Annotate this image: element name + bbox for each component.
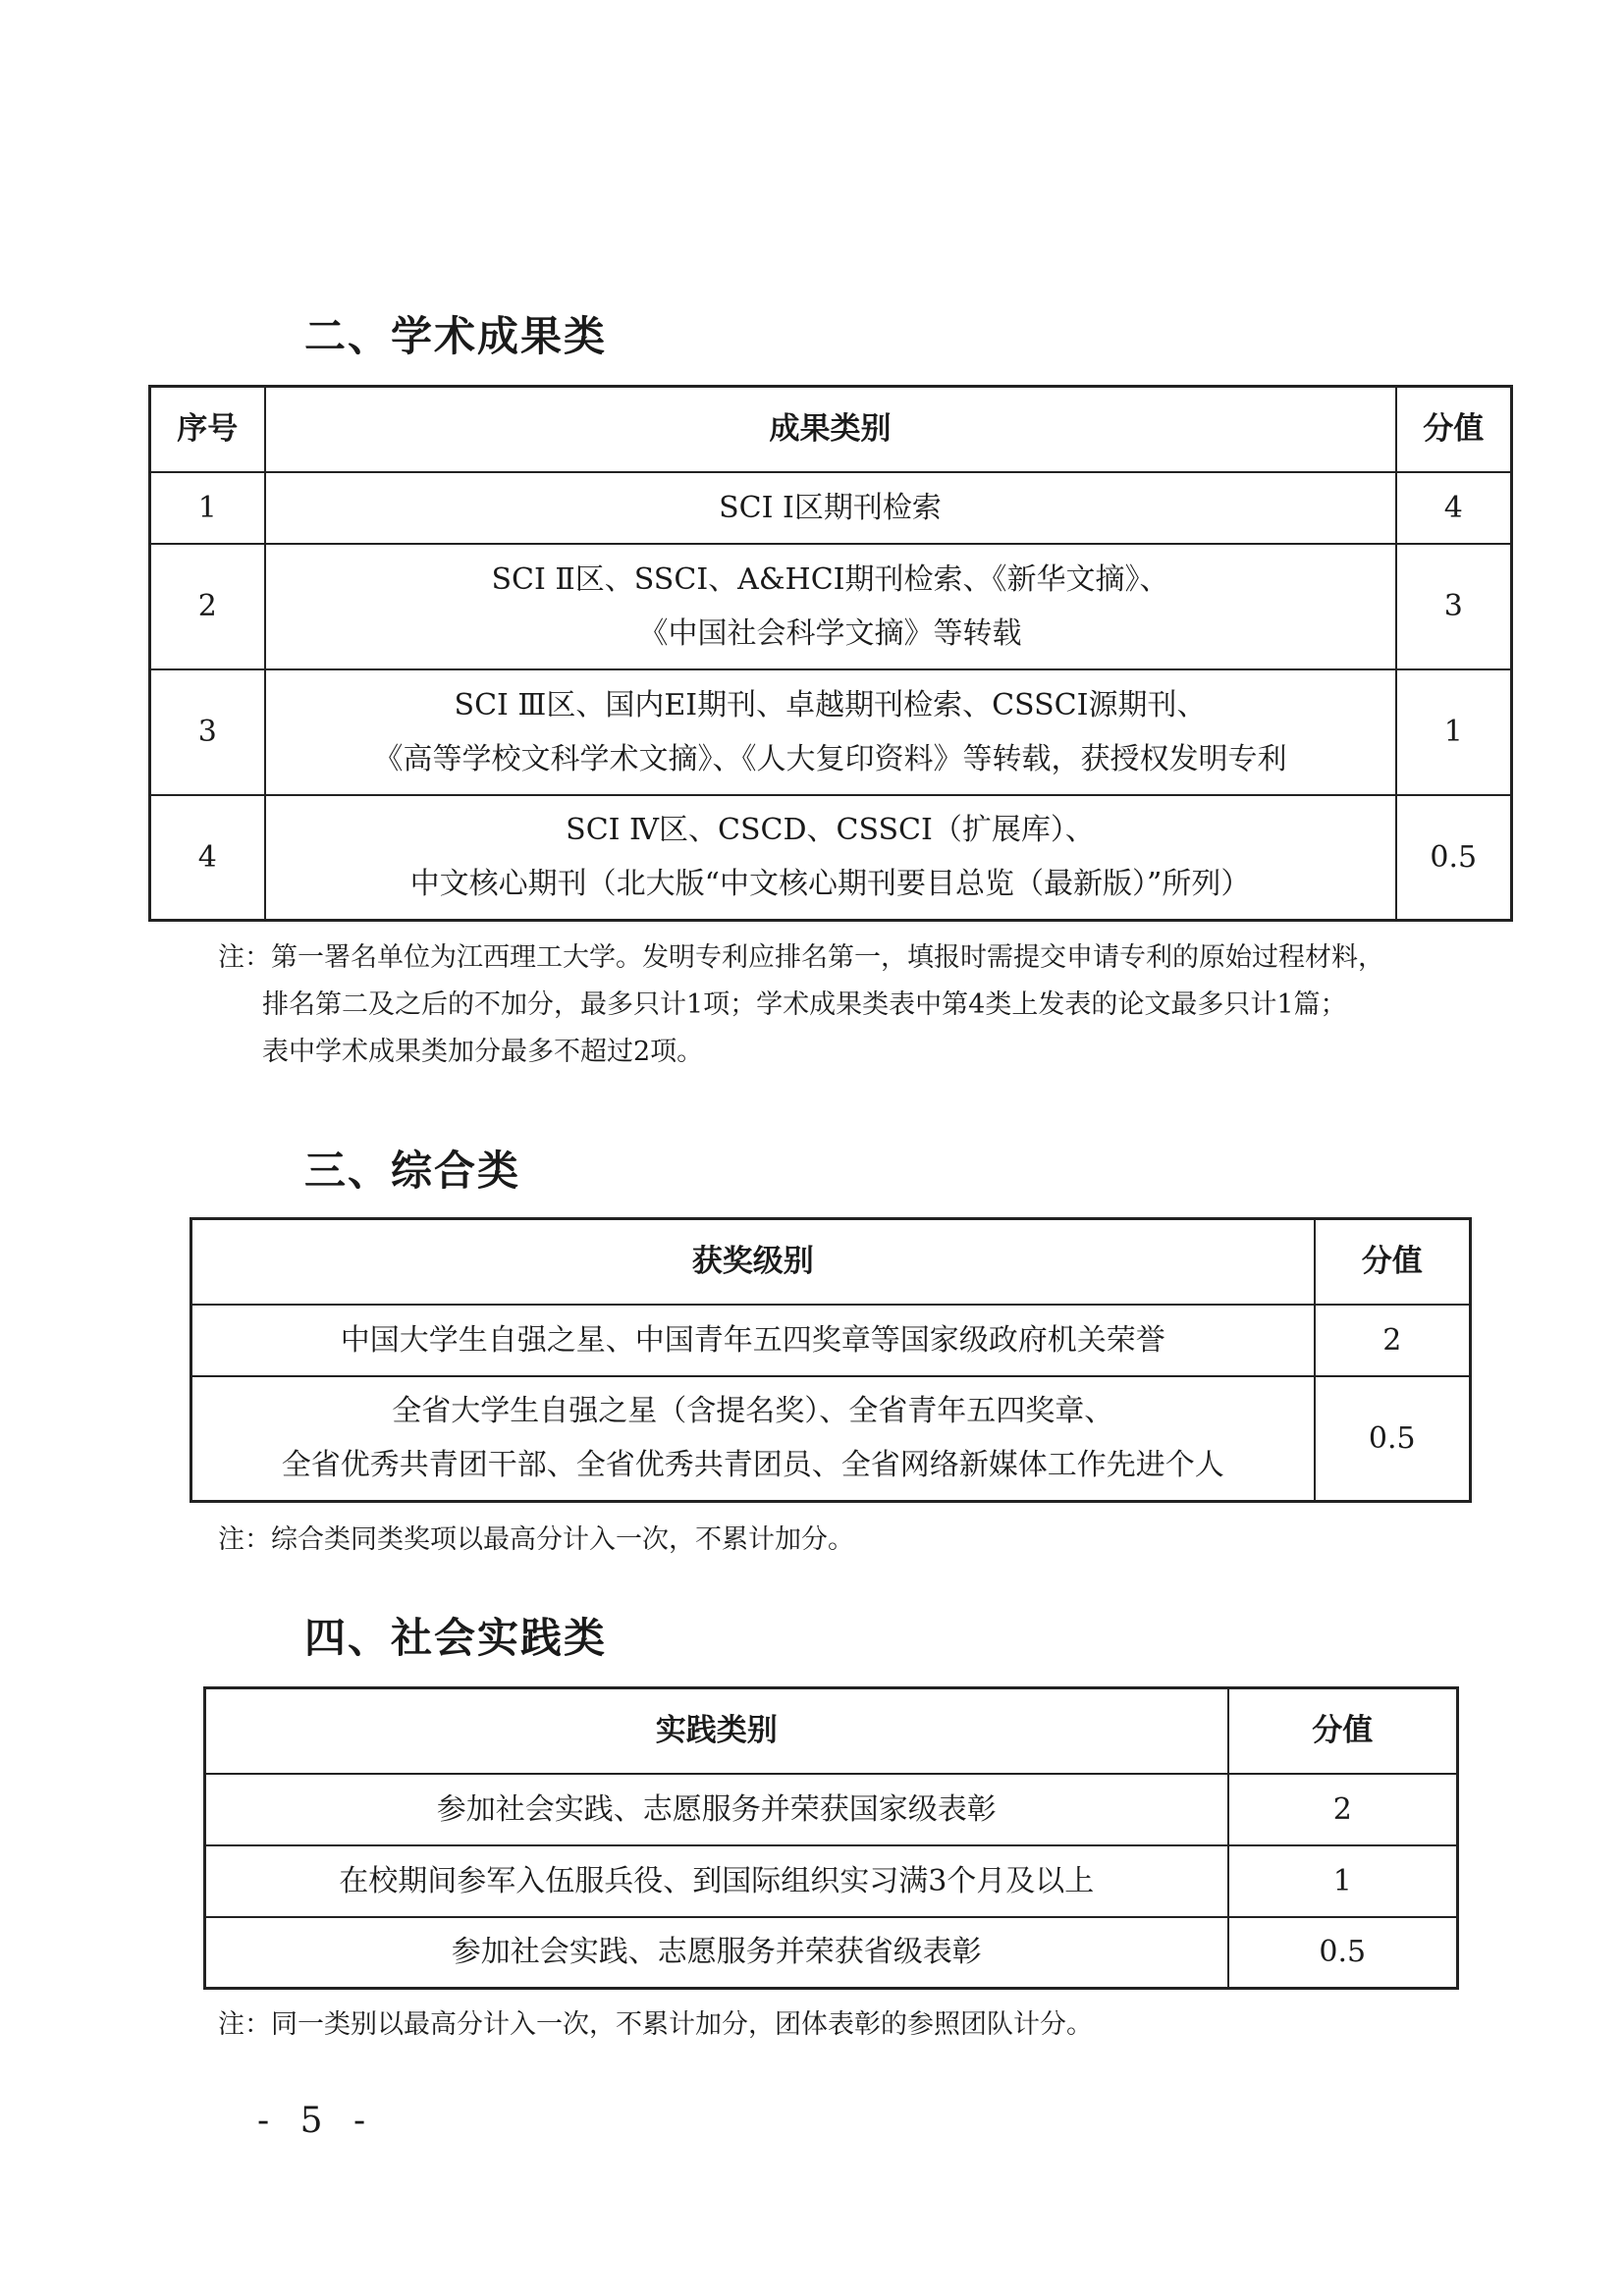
row-practice: 在校期间参军入伍服兵役、到国际组织实习满3个月及以上 xyxy=(205,1845,1228,1917)
row-no: 1 xyxy=(150,472,265,544)
header-score: 分值 xyxy=(1396,387,1512,472)
row-score: 1 xyxy=(1228,1845,1458,1917)
comprehensive-note: 注：综合类同类奖项以最高分计入一次，不累计加分。 xyxy=(218,1524,854,1555)
table-header-row xyxy=(150,387,1512,472)
row-category: SCI Ⅳ区、CSCD、CSSCI（扩展库）、 中文核心期刊（北大版“中文核心期刊要目总览（最新版）”所列） xyxy=(265,795,1396,921)
header-practice-category: 实践类别 xyxy=(205,1688,1228,1774)
row-no: 2 xyxy=(150,544,265,669)
row-practice: 参加社会实践、志愿服务并荣获省级表彰 xyxy=(205,1917,1228,1989)
table-row xyxy=(150,472,1512,544)
header-no: 序号 xyxy=(150,387,265,472)
practice-note: 注：同一类别以最高分计入一次，不累计加分，团体表彰的参照团队计分。 xyxy=(218,2009,1093,2040)
academic-table xyxy=(148,385,1513,922)
academic-note xyxy=(218,934,1524,1076)
row-category: SCI Ⅰ区期刊检索 xyxy=(265,472,1396,544)
header-score: 分值 xyxy=(1315,1219,1471,1305)
row-score: 3 xyxy=(1396,544,1512,669)
note-line: 表中学术成果类加分最多不超过2项。 xyxy=(262,1037,704,1067)
table-header-row xyxy=(205,1688,1458,1774)
section-title-practice: 四、社会实践类 xyxy=(304,1614,608,1662)
row-score: 0.5 xyxy=(1228,1917,1458,1989)
table-row xyxy=(150,669,1512,795)
row-score: 0.5 xyxy=(1315,1376,1471,1502)
row-category: SCI Ⅲ区、国内EI期刊、卓越期刊检索、CSSCI源期刊、 《高等学校文科学术文摘》、《人大复印资料》等转载，获授权发明专利 xyxy=(265,669,1396,795)
note-line: 注：第一署名单位为江西理工大学。发明专利应排名第一，填报时需提交申请专利的原始过程材料， xyxy=(218,942,1384,973)
table-row xyxy=(205,1845,1458,1917)
table-row xyxy=(205,1917,1458,1989)
header-category: 成果类别 xyxy=(265,387,1396,472)
row-score: 2 xyxy=(1315,1305,1471,1376)
table-row xyxy=(150,544,1512,669)
table-row xyxy=(191,1305,1471,1376)
row-score: 4 xyxy=(1396,472,1512,544)
comprehensive-table xyxy=(189,1217,1472,1503)
practice-table xyxy=(203,1686,1459,1990)
note-line: 排名第二及之后的不加分，最多只计1项；学术成果类表中第4类上发表的论文最多只计1篇； xyxy=(262,989,1347,1020)
page-number: - 5 - xyxy=(257,2101,376,2141)
section-title-comprehensive: 三、综合类 xyxy=(304,1147,521,1195)
header-score: 分值 xyxy=(1228,1688,1458,1774)
row-score: 0.5 xyxy=(1396,795,1512,921)
row-practice: 参加社会实践、志愿服务并荣获国家级表彰 xyxy=(205,1774,1228,1845)
table-row xyxy=(191,1376,1471,1502)
row-score: 2 xyxy=(1228,1774,1458,1845)
row-score: 1 xyxy=(1396,669,1512,795)
row-award: 中国大学生自强之星、中国青年五四奖章等国家级政府机关荣誉 xyxy=(191,1305,1315,1376)
row-no: 4 xyxy=(150,795,265,921)
section-title-academic: 二、学术成果类 xyxy=(304,312,608,360)
table-header-row xyxy=(191,1219,1471,1305)
row-category: SCI Ⅱ区、SSCI、A&HCI期刊检索、《新华文摘》、 《中国社会科学文摘》等转载 xyxy=(265,544,1396,669)
header-award-level: 获奖级别 xyxy=(191,1219,1315,1305)
table-row xyxy=(150,795,1512,921)
row-award: 全省大学生自强之星（含提名奖）、全省青年五四奖章、 全省优秀共青团干部、全省优秀共青团员、全省网络新媒体工作先进个人 xyxy=(191,1376,1315,1502)
row-no: 3 xyxy=(150,669,265,795)
table-row xyxy=(205,1774,1458,1845)
